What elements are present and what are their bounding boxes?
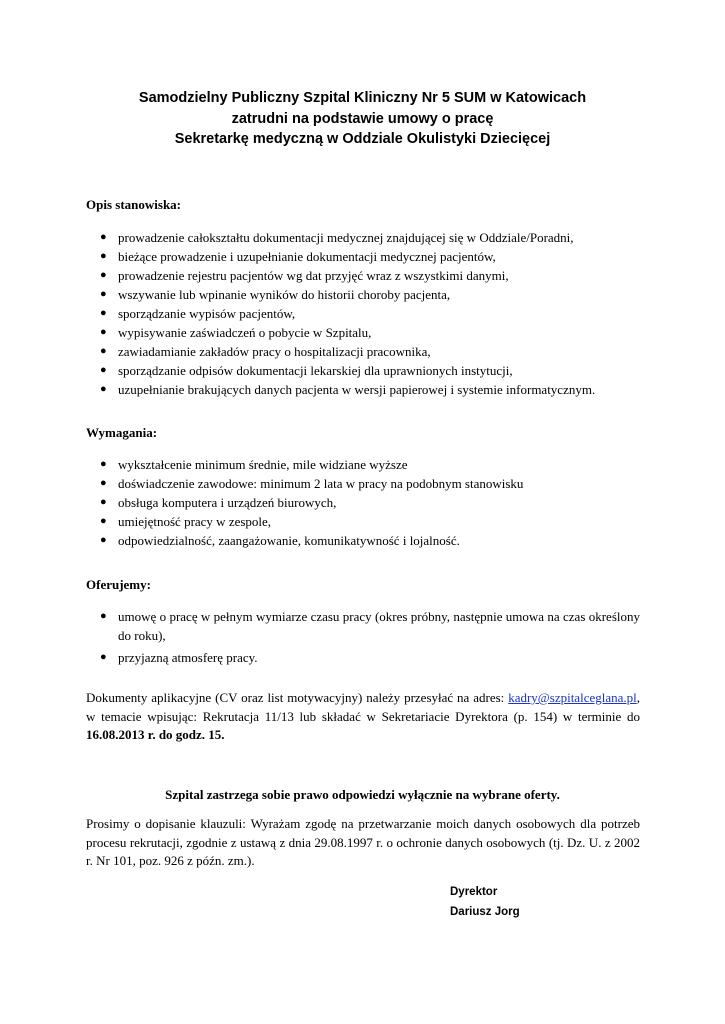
offer-list	[86, 607, 640, 667]
description-heading: Opis stanowiska:	[86, 197, 181, 212]
list-item: ● uzupełnianie brakujących danych pacjenta w wersji papierowej i systemie informatycznym.	[100, 382, 596, 397]
list-item: ● zawiadamianie zakładów pracy o hospitalizacji pracownika,	[100, 344, 431, 359]
description-section	[86, 196, 640, 399]
list-item: ● sporządzanie odpisów dokumentacji lekarskiej dla uprawnionych instytucji,	[100, 363, 513, 378]
bullet-icon: ●	[100, 231, 107, 243]
title-line-hospital: Samodzielny Publiczny Szpital Kliniczny Nr 5 SUM w Katowicach	[138, 90, 587, 106]
list-item: ● obsługa komputera i urządzeń biurowych,	[100, 495, 337, 510]
documents-intro: Dokumenty aplikacyjne (CV oraz list motywacyjny) należy przesyłać na adres:	[86, 690, 509, 705]
reservation-note: Szpital zastrzega sobie prawo odpowiedzi wyłącznie na wybrane oferty.	[165, 787, 560, 802]
bullet-icon: ●	[100, 288, 107, 300]
list-item: ● prowadzenie całokształtu dokumentacji medycznej znajdującej się w Oddziale/Poradni,	[100, 230, 574, 245]
signature-name: Dariusz Jorg	[450, 906, 520, 918]
bullet-icon: ●	[100, 610, 107, 622]
list-item: ● przyjazną atmosferę pracy.	[100, 650, 258, 665]
signature-title: Dyrektor	[450, 886, 498, 898]
requirements-list	[86, 455, 640, 550]
list-item: ● doświadczenie zawodowe: minimum 2 lata w pracy na podobnym stanowisku	[100, 476, 524, 491]
documents-middle: , w temacie wpisując: Rekrutacja 11/13 lub składać w Sekretariacie Dyrektora (p. 154) w terminie do	[86, 690, 640, 724]
bullet-icon: ●	[100, 477, 107, 489]
documents-paragraph	[86, 689, 640, 745]
deadline-text: 16.08.2013 r. do godz. 15.	[86, 727, 225, 742]
title-line-hiring: zatrudni na podstawie umowy o pracę	[231, 110, 494, 127]
title-line-position: Sekretarkę medyczną w Oddziale Okulistyki Dziecięcej	[174, 131, 551, 147]
bullet-icon: ●	[100, 496, 107, 508]
offer-heading: Oferujemy:	[86, 577, 151, 592]
bullet-icon: ●	[100, 364, 107, 376]
list-item: ● wypisywanie zaświadczeń o pobycie w Szpitalu,	[100, 325, 372, 340]
list-item: ● prowadzenie rejestru pacjentów wg dat przyjęć wraz z wszystkimi danymi,	[100, 268, 509, 283]
document-title	[0, 88, 725, 150]
offer-section	[86, 576, 640, 667]
bullet-icon: ●	[100, 269, 107, 281]
list-item: ● sporządzanie wypisów pacjentów,	[100, 306, 296, 321]
bullet-icon: ●	[100, 651, 107, 663]
bullet-icon: ●	[100, 534, 107, 546]
bullet-icon: ●	[100, 345, 107, 357]
description-list	[86, 228, 640, 399]
list-item: ● bieżące prowadzenie i uzupełnianie dokumentacji medycznej pacjentów,	[100, 249, 496, 264]
bullet-icon: ●	[100, 515, 107, 527]
list-item: ● umiejętność pracy w zespole,	[100, 514, 272, 529]
bullet-icon: ●	[100, 250, 107, 262]
bullet-icon: ●	[100, 307, 107, 319]
requirements-heading: Wymagania:	[86, 425, 158, 440]
email-link[interactable]: kadry@szpitalceglana.pl	[508, 690, 637, 705]
bullet-icon: ●	[100, 383, 107, 395]
list-item: ● odpowiedzialność, zaangażowanie, komunikatywność i lojalność.	[100, 533, 460, 548]
list-item: ● wszywanie lub wpinanie wyników do historii choroby pacjenta,	[100, 287, 451, 302]
bullet-icon: ●	[100, 458, 107, 470]
list-item: ● wykształcenie minimum średnie, mile widziane wyższe	[100, 457, 408, 472]
list-item: ● umowę o pracę w pełnym wymiarze czasu pracy (okres próbny, następnie umowa na czas określony do roku),	[100, 609, 640, 643]
requirements-section	[86, 424, 640, 550]
consent-clause: Prosimy o dopisanie klauzuli: Wyrażam zgodę na przetwarzanie moich danych osobowych dla potrzeb procesu rekrutacji, zgodnie z ustawą z dnia 29.08.1997 r. o ochronie danych osobowych (tj. Dz. U. z 2002 r. Nr 101, poz. 926 z późn. zm.).	[86, 816, 640, 868]
signature-block	[450, 882, 520, 922]
bullet-icon: ●	[100, 326, 107, 338]
